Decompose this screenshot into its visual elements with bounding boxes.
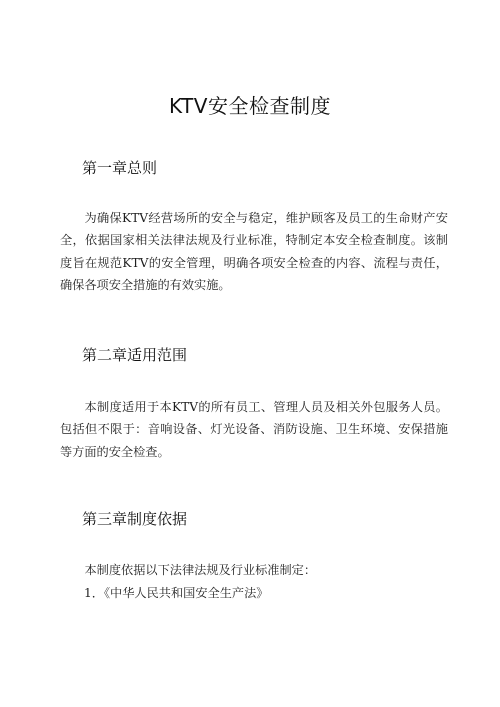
chapter-3-list-item: 1．《中华人民共和国安全生产法》: [84, 586, 269, 600]
chapter-3-paragraph: 本制度依据以下法律法规及行业标准制定：: [84, 563, 317, 577]
chapter-1-paragraph: 为确保KTV经营场所的安全与稳定，维护顾客及员工的生命财产安全，依据国家相关法律法规及行业标准，特制定本安全检查制度。该制度旨在规范KTV的安全管理，明确各项安全检查的内容、流程与责任，确保各项安全措施的有效实施。: [60, 211, 448, 292]
document-title: KTV安全检查制度: [169, 94, 331, 118]
chapter-1-heading: 第一章总则: [82, 159, 158, 177]
chapter-2-heading: 第二章适用范围: [82, 346, 188, 364]
chapter-2-paragraph: 本制度适用于本KTV的所有员工、管理人员及相关外包服务人员。包括但不限于：音响设备、灯光设备、消防设施、卫生环境、安保措施等方面的安全检查。: [60, 400, 448, 459]
chapter-3-heading: 第三章制度依据: [82, 510, 188, 528]
